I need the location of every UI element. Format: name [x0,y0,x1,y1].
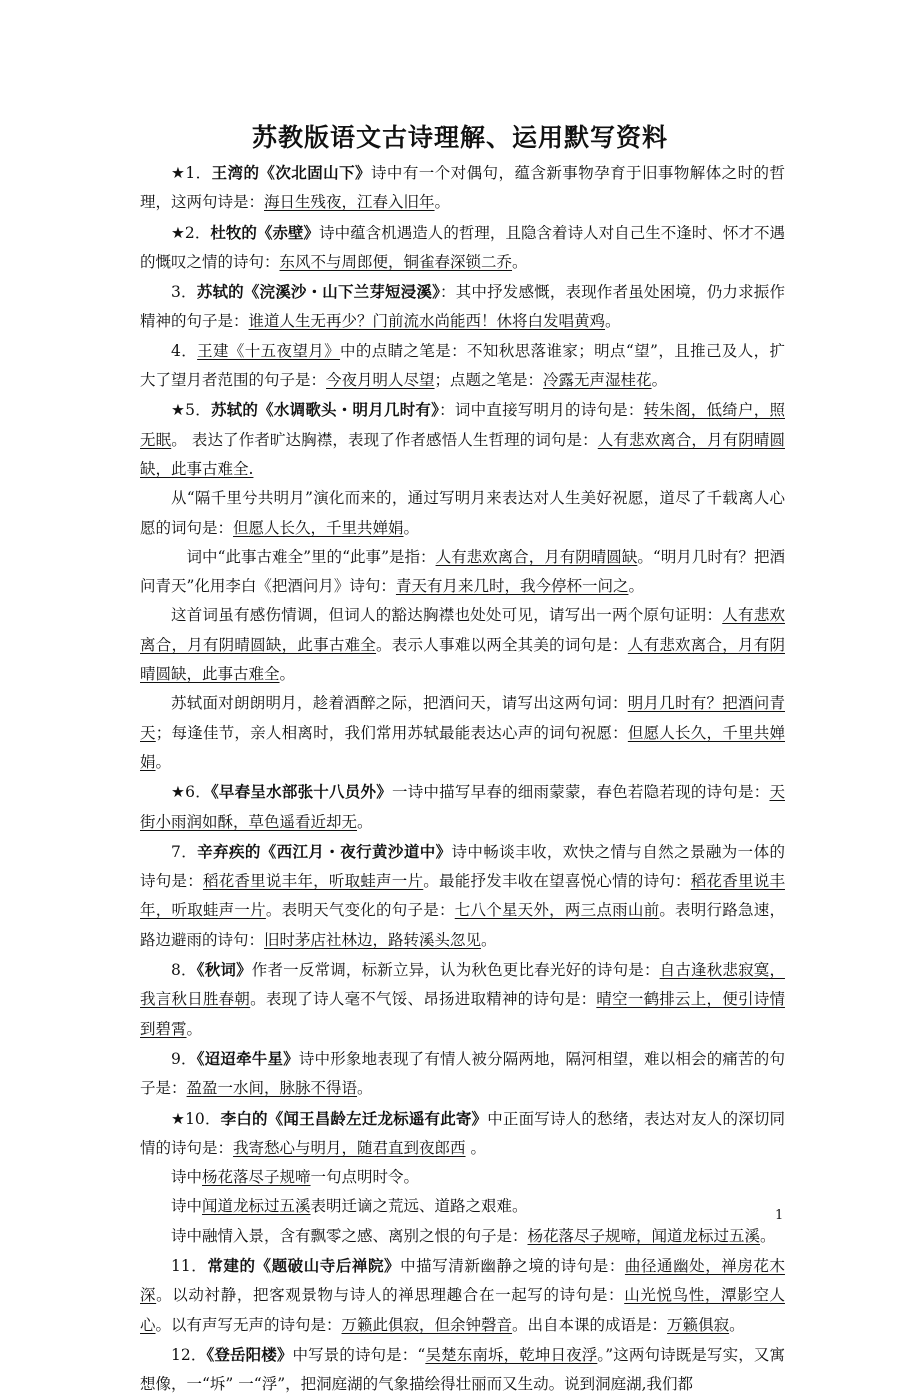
paragraph [140,1163,785,1192]
text-run: ：其中抒发感慨，表现作者虽处困境，仍力求振作精神的句子是： [140,283,785,331]
text-run: 。表明天气变化的句子是： [265,901,455,920]
text-run: 。 [628,577,644,596]
answer-text: 我寄愁心与明月，随君直到夜郎西 [233,1138,466,1157]
paragraph [140,337,785,396]
paragraph [140,837,785,955]
answer-text: 吴楚东南坼，乾坤日夜浮 [425,1345,598,1364]
text-run: 4． [171,341,198,360]
answer-text: 闻道龙标过五溪 [202,1197,311,1216]
text-run: 诗中蕴含机遇造人的哲理，且隐含着诗人对自己生不逢时、怀才不遇的慨叹之情的诗句： [140,223,785,271]
text-run: 11． [171,1256,208,1275]
answer-text: 曲径通幽处，禅房花木深 [140,1256,785,1305]
text-run: 。 [357,1079,373,1098]
answer-text: 盈盈一水间，脉脉不得语 [186,1079,358,1098]
text-run: 诗中形象地表现了有情人被分隔两地，隔河相望，难以相会的痛苦的句子是： [140,1049,785,1098]
answer-text: 青天有月来几时，我今停杯一问之 [395,577,629,596]
answer-text: 谁道人生无再少？门前流水尚能西！休将白发唱黄鸡 [248,312,606,331]
text-run: 。出自本课的成语是： [512,1315,668,1334]
answer-text: 转朱阁，低绮户，照无眠 [140,401,785,449]
text-run: 。表示人事难以两全其美的词句是： [376,635,628,654]
text-run: 诗中融情入景，含有飘零之感、离别之恨的句子是： [171,1226,528,1245]
text-run: 。 [465,1138,486,1157]
page-number: 1 [775,1208,784,1223]
bold-text: 《登岳阳楼》 [206,1344,293,1364]
paragraph [140,955,785,1044]
paragraph [140,395,785,484]
answer-text: 稻花香里说丰年，听取蛙声一片 [140,872,785,920]
text-run: ；点题之笔是： [434,371,544,390]
answer-text: 七八个星天外，两三点雨山前 [454,901,660,920]
text-run: 。以有声写无声的诗句是： [155,1315,342,1334]
answer-text: 杨花落尽子规啼，闻道龙标过五溪 [527,1226,761,1245]
bold-text: 杜牧的《赤壁》 [210,222,320,242]
page-title: 苏教版语文古诗理解、运用默写资料 [251,123,668,152]
text-run: 。 [357,812,373,831]
text-run: 。 表达了作者旷达胸襟，表现了作者感悟人生哲理的词句是： [171,430,598,449]
paragraph [140,218,785,278]
answer-text: 人有悲欢离合，月有阴晴圆缺，此事古难全 [140,606,785,654]
text-run: 。最能抒发丰收在望喜悦心情的诗句： [423,872,691,891]
bold-text: 《迢迢牵牛星》 [196,1048,299,1068]
text-run: 。以动衬静，把客观景物与诗人的禅思理趣合在一起写的诗句是： [156,1286,625,1305]
answer-text: 王建《十五夜望月》 [197,341,341,360]
text-run: 苏轼面对朗朗明月，趁着酒醉之际，把酒问天，请写出这两句词： [171,694,628,713]
text-run: 。 [155,752,172,771]
text-run: 。“明月几时有？把酒问青天”化用李白《把酒问月》诗句： [140,547,785,596]
answer-text: 晴空一鹤排云上，便引诗情到碧霄 [140,990,785,1038]
paragraph [140,484,785,543]
answer-text: 但愿人长久，千里共婵娟 [140,723,785,771]
text-run: ★10． [171,1109,221,1128]
text-run: ：词中直接写明月的诗句是： [439,401,644,420]
text-run: 8． [171,961,197,980]
text-run: 这首词虽有感伤情调，但词人的豁达胸襟也处处可见，请写出一两个原句证明： [171,606,723,625]
answer-text: 海日生残夜，江春入旧年 [264,193,435,212]
answer-text: 人有悲欢离合，月有阴晴圆缺，此事古难全 [140,635,785,684]
document-body [140,158,785,1399]
text-run: 。 [605,312,621,331]
text-run: ★5． [171,401,211,420]
text-run: ★6． [171,783,211,802]
text-run: 。 [403,518,420,537]
text-run: 中写景的诗句是：“ [292,1345,426,1364]
paragraph [140,689,785,777]
answer-text: 冷露无声湿桂花 [543,371,652,390]
text-run: ★2． [171,223,211,242]
bold-text: 苏轼的《浣溪沙・山下兰芽短浸溪》 [196,282,441,302]
text-run: 。 [434,193,451,212]
paragraph [140,543,785,602]
text-run: 。”这两句诗既是写实，又寓想像，一“坼” 一“浮”，把洞庭湖的气象描绘得壮丽而又生动。说到洞庭湖,我们都 [140,1345,785,1394]
bold-text: 《早春呈水部张十八员外》 [210,782,392,802]
text-run: 一句点明时令。 [310,1168,420,1187]
bold-text: 李白的《闻王昌龄左迁龙标遥有此寄》 [220,1108,488,1128]
answer-text: 人有悲欢离合，月有阴晴圆缺 [435,547,638,566]
answer-text: 明月几时有？把酒问青天 [140,694,785,742]
text-run: 3． [171,283,197,302]
text-run: 词中“此事古难全”里的“此事”是指： [186,547,436,566]
text-run: 。 [512,252,528,271]
answer-text: 万籁此俱寂，但余钟磬音 [341,1315,513,1334]
text-run: ★1． [171,164,212,182]
answer-text: 东风不与周郎便，铜雀春深锁二乔 [279,252,513,271]
text-run: 。 [760,1226,776,1245]
text-run: 作者一反常调，标新立异，认为秋色更比春光好的诗句是： [251,961,660,980]
text-run: 诗中畅谈丰收，欢快之情与自然之景融为一体的诗句是： [140,842,785,891]
bold-text: 《秋词》 [196,960,252,980]
text-run: 。 [481,930,497,949]
text-run: 12． [171,1345,207,1364]
text-run: 表明迁谪之荒远、道路之艰难。 [310,1197,528,1216]
answer-text: 但愿人长久，千里共婵娟 [233,518,404,537]
bold-text: 辛弃疾的《西江月・夜行黄沙道中》 [197,841,452,861]
text-run: 诗中 [171,1197,203,1216]
text-run: 。 [729,1315,745,1334]
text-run: 。表明行路急速，路边避雨的诗句： [140,901,785,949]
text-run: ；每逢佳节，亲人相离时，我们常用苏轼最能表达心声的词句祝愿： [155,723,628,742]
bold-text: 王湾的《次北固山下》 [211,163,371,182]
text-run: 一诗中描写早春的细雨蒙蒙，春色若隐若现的诗句是： [391,783,770,802]
answer-text: 自古逢秋悲寂寞，我言秋日胜春朝 [140,961,785,1009]
paragraph [140,1044,785,1104]
paragraph [140,1251,785,1340]
text-run: 。 [186,1019,203,1038]
paragraph [140,1340,785,1399]
answer-text: 万籁俱寂 [667,1315,730,1334]
text-run: 中正面写诗人的愁绪，表达对友人的深切同情的诗句是： [140,1109,785,1157]
answer-text: 山光悦鸟性，潭影空人心 [140,1286,785,1334]
paragraph [140,1222,785,1251]
paragraph [140,1192,785,1221]
text-run: 9． [171,1049,197,1068]
answer-text: 天街小雨润如酥，草色遥看近却无 [140,783,785,831]
text-run: 。 [651,371,668,390]
text-run: 诗中有一个对偶句，蕴含新事物孕育于旧事物解体之时的哲理，这两句诗是： [140,164,785,212]
answer-text: 今夜月明人尽望 [326,371,435,390]
bold-text: 苏轼的《水调歌头・明月几时有》 [210,400,440,420]
text-run: 中的点睛之笔是：不知秋思落谁家；明点“望”，且推己及人，扩大了望月者范围的句子是： [140,341,785,390]
text-run: 中描写清新幽静之境的诗句是： [400,1256,625,1275]
text-run: 。 [279,665,296,684]
paragraph [140,777,785,837]
text-run: 7． [171,842,198,861]
bold-text: 常建的《题破山寺后禅院》 [207,1255,401,1275]
text-run: 诗中 [171,1168,203,1187]
paragraph [140,158,785,218]
text-run: 从“隔千里兮共明月”演化而来的，通过写明月来表达对人生美好祝愿，道尽了千载离人心愿的词句是： [140,489,785,537]
paragraph [140,1104,785,1164]
answer-text: 人有悲欢离合，月有阴晴圆缺，此事古难全. [140,430,785,478]
paragraph [140,601,785,689]
paragraph [140,277,785,337]
answer-text: 旧时茅店社林边，路转溪头忽见 [264,930,482,949]
text-run: 。表现了诗人毫不气馁、昂扬进取精神的诗句是： [250,990,597,1009]
answer-text: 杨花落尽子规啼 [202,1168,311,1187]
answer-text: 稻花香里说丰年，听取蛙声一片 [202,872,424,891]
